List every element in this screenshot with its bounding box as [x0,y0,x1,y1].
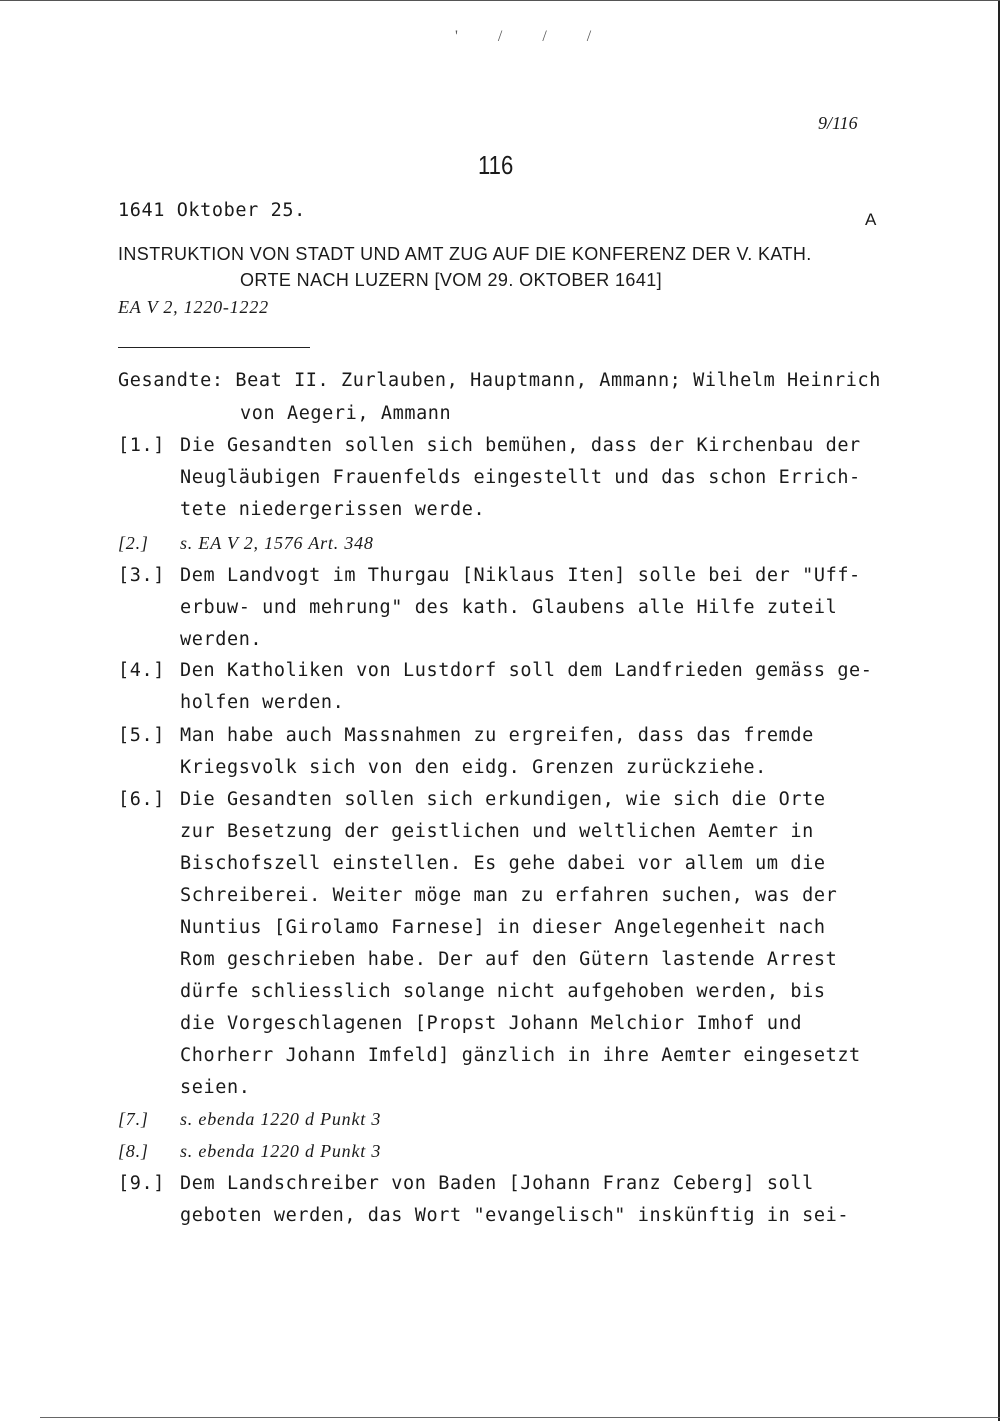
scan-marks: ' / / / [455,28,610,45]
item-line: Neugläubigen Frauenfelds eingestellt und das schon Errich- [180,467,861,488]
item-line: tete niedergerissen werde. [180,499,486,520]
title-line-2: ORTE NACH LUZERN [VOM 29. OKTOBER 1641] [240,270,663,290]
item-line: s. EA V 2, 1576 Art. 348 [180,533,374,553]
item-number: [3.] [118,565,165,586]
document-letter: A [865,210,877,229]
item-line: Die Gesandten sollen sich bemühen, dass der Kirchenbau der [180,435,861,456]
item-line: die Vorgeschlagenen [Propst Johann Melchior Imhof und [180,1013,803,1034]
item-line: dürfe schliesslich solange nicht aufgehoben werden, bis [180,981,826,1002]
item-line: s. ebenda 1220 d Punkt 3 [180,1109,382,1129]
title-line-1: INSTRUKTION VON STADT UND AMT ZUG AUF DIE KONFERENZ DER V. KATH. [118,244,812,264]
envoys-line-2: von Aegeri, Ammann [240,403,452,424]
item-number: [9.] [118,1173,165,1194]
item-number: [8.] [118,1141,149,1161]
divider-rule [118,347,310,348]
item-line: Chorherr Johann Imfeld] gänzlich in ihre Aemter eingesetzt [180,1045,861,1066]
item-number: [6.] [118,789,165,810]
item-line: seien. [180,1077,251,1098]
item-line: Nuntius [Girolamo Farnese] in dieser Angelegenheit nach [180,917,826,938]
archive-reference: 9/116 [818,113,858,133]
item-line: Dem Landschreiber von Baden [Johann Franz Ceberg] soll [180,1173,814,1194]
item-line: Kriegsvolk sich von den eidg. Grenzen zurückziehe. [180,757,767,778]
document-date: 1641 Oktober 25. [118,200,306,221]
item-line: Bischofszell einstellen. Es gehe dabei vor allem um die [180,853,826,874]
page-number: 116 [478,150,514,180]
scan-top-edge [0,0,1000,1]
item-line: Den Katholiken von Lustdorf soll dem Landfrieden gemäss ge- [180,660,873,681]
item-line: geboten werden, das Wort "evangelisch" inskünftig in sei- [180,1205,850,1226]
item-line: zur Besetzung der geistlichen und weltlichen Aemter in [180,821,814,842]
item-number: [5.] [118,725,165,746]
item-number: [7.] [118,1109,149,1129]
item-line: Dem Landvogt im Thurgau [Niklaus Iten] solle bei der "Uff- [180,565,861,586]
item-number: [1.] [118,435,165,456]
item-line: Rom geschrieben habe. Der auf den Gütern lastende Arrest [180,949,838,970]
item-line: werden. [180,629,263,650]
item-line: Schreiberei. Weiter möge man zu erfahren suchen, was der [180,885,838,906]
item-number: [4.] [118,660,165,681]
envoys-line-1: Gesandte: Beat II. Zurlauben, Hauptmann, Ammann; Wilhelm Heinrich [118,370,881,391]
source-reference: EA V 2, 1220-1222 [118,297,269,317]
item-line: Man habe auch Massnahmen zu ergreifen, dass das fremde [180,725,814,746]
item-number: [2.] [118,533,149,553]
scan-bottom-edge [40,1417,1000,1418]
item-line: Die Gesandten sollen sich erkundigen, wie sich die Orte [180,789,826,810]
item-line: erbuw- und mehrung" des kath. Glaubens alle Hilfe zuteil [180,597,838,618]
item-line: s. ebenda 1220 d Punkt 3 [180,1141,382,1161]
item-line: holfen werden. [180,692,345,713]
